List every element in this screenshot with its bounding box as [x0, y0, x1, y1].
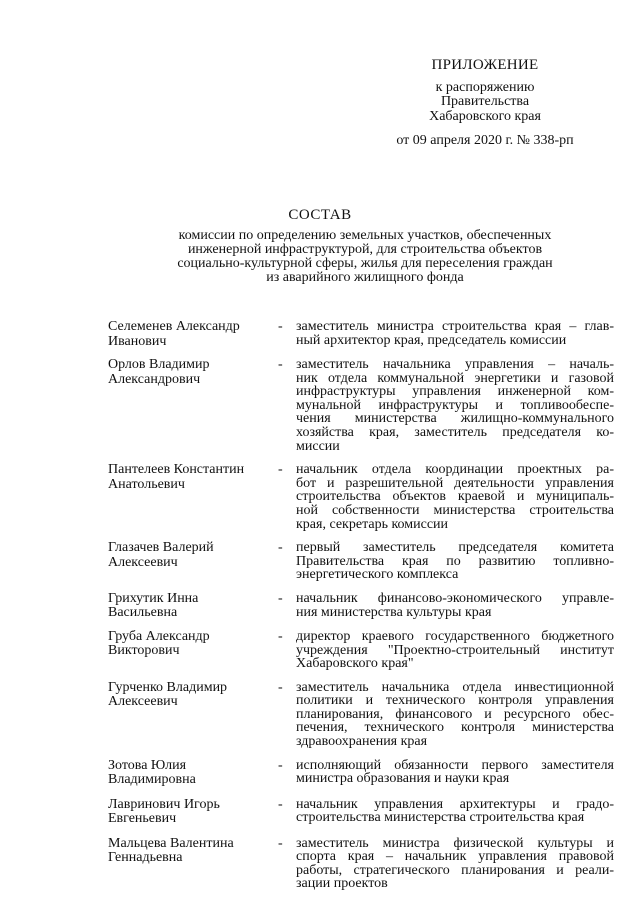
appendix-line-1: к распоряжению [435, 79, 535, 95]
subtitle-line: комиссии по определению земельных участков, обеспеченных [178, 228, 552, 243]
member-name-line: Орлов Владимир [108, 357, 210, 372]
member-row [108, 541, 614, 582]
member-row [108, 320, 614, 349]
member-separator: - [278, 679, 283, 695]
member-position [296, 541, 614, 582]
member-position-line: миссии [296, 438, 340, 454]
appendix-line-2: Правительства [440, 94, 530, 109]
member-position-line: директор краевого государственного бюджетного [296, 629, 614, 644]
member-position-line: работы, стратегического планирования и реали- [296, 863, 614, 878]
member-position [296, 837, 614, 891]
member-position-line: спорта края – начальник управления правовой [296, 850, 614, 864]
subtitle-line: социально-культурной сферы, жилья для переселения граждан [177, 256, 553, 271]
member-position [296, 759, 614, 786]
member-separator: - [278, 319, 283, 334]
appendix-date: от 09 апреля 2020 г. № 338-рп [396, 133, 574, 148]
member-position-line: начальник управления архитектуры и градо- [296, 797, 614, 812]
appendix-line-3: Хабаровского края [429, 108, 541, 124]
member-position-line: ник отдела коммунальной энергетики и газовой [296, 371, 614, 386]
member-position-line: зации проектов [296, 876, 388, 892]
member-row [108, 592, 614, 621]
member-name [108, 681, 278, 710]
member-position-line: инфраструктуры управления инженерной ком- [296, 385, 614, 399]
member-separator: - [278, 628, 283, 644]
member-position-line: края, секретарь комиссии [296, 516, 449, 532]
member-separator: - [278, 540, 283, 556]
member-name-line: Глазачев Валерий [108, 540, 214, 556]
member-position-line: энергетического комплекса [296, 567, 459, 583]
document-title: СОСТАВ [288, 207, 352, 223]
member-name [108, 837, 278, 866]
member-name [108, 759, 278, 788]
member-position-line: начальник отдела координации проектных ра- [296, 463, 614, 477]
member-name-line: Груба Александр [108, 628, 210, 644]
member-position-line: ной собственности министерства строительства [296, 503, 614, 518]
member-name-line: Евгеньевич [108, 811, 177, 827]
member-row [108, 358, 614, 453]
member-name-line: Иванович [108, 333, 167, 349]
member-position-line: чения министерства жилищно-коммунального [296, 412, 614, 426]
member-name-line: Лавринович Игорь [108, 796, 220, 812]
member-position-line: учреждения "Проектно-строительный институт [296, 643, 614, 658]
member-position-line: планирования, финансового и ресурсного обес- [296, 707, 614, 722]
member-name-line: Анатольевич [108, 476, 185, 492]
appendix-title: ПРИЛОЖЕНИЕ [431, 57, 539, 73]
member-position [296, 798, 614, 825]
member-position-line: ный архитектор края, председатель комиссии [296, 332, 567, 348]
member-position [296, 592, 614, 619]
member-position-line: строительства объектов краевой и муниципаль- [296, 490, 614, 504]
member-separator: - [278, 357, 283, 372]
member-position [296, 358, 614, 453]
member-position [296, 630, 614, 671]
member-position-line: исполняющий обязанности первого заместителя [296, 758, 614, 773]
member-position-line: заместитель начальника управления – началь- [296, 358, 614, 372]
member-name-line: Алексеевич [108, 694, 178, 710]
member-name-line: Селеменев Александр [108, 319, 240, 334]
member-position-line: заместитель начальника отдела инвестиционной [296, 680, 614, 695]
member-row [108, 759, 614, 788]
member-name [108, 592, 278, 621]
appendix-block [360, 58, 610, 149]
member-position-line: строительства министерства строительства края [296, 810, 585, 826]
members-list [108, 320, 614, 891]
member-row [108, 681, 614, 749]
member-position-line: первый заместитель председателя комитета [296, 541, 614, 555]
member-name-line: Пантелеев Константин [108, 462, 245, 478]
member-name [108, 630, 278, 659]
member-position-line: хозяйства края, заместитель председателя ко- [296, 425, 614, 440]
member-position-line: заместитель министра физической культуры и [296, 836, 614, 851]
member-separator: - [278, 590, 283, 606]
member-name-line: Викторович [108, 643, 180, 659]
member-row [108, 798, 614, 827]
member-name [108, 463, 278, 492]
member-position-line: ния министерства культуры края [296, 604, 492, 620]
member-position-line: печения, технического контроля министерства [296, 721, 614, 736]
member-position-line: Правительства края по развитию топливно- [296, 554, 614, 569]
member-name-line: Александрович [108, 371, 201, 387]
member-position-line: здравоохранения края [296, 734, 428, 750]
member-position [296, 320, 614, 347]
member-row [108, 837, 614, 891]
member-position-line: политики и технического контроля управления [296, 694, 614, 708]
subtitle-line: инженерной инфраструктурой, для строительства объектов [187, 242, 543, 257]
member-separator: - [278, 462, 283, 478]
member-row [108, 463, 614, 531]
member-name [108, 541, 278, 570]
subtitle-line: из аварийного жилищного фонда [266, 270, 464, 285]
member-position-line: мунальной инфраструктуры и топливообеспе- [296, 398, 614, 413]
member-position [296, 463, 614, 531]
member-row [108, 630, 614, 671]
member-name [108, 358, 278, 387]
member-position-line: Хабаровского края" [296, 656, 414, 672]
member-position [296, 681, 614, 749]
member-separator: - [278, 757, 283, 773]
member-position-line: начальник финансово-экономического управле- [296, 591, 614, 606]
member-separator: - [278, 835, 283, 851]
member-name [108, 798, 278, 827]
member-position-line: бот и разрешительной деятельности управления [296, 476, 614, 491]
member-name-line: Зотова Юлия [108, 757, 187, 773]
member-name-line: Гурченко Владимир [108, 679, 228, 695]
member-name [108, 320, 278, 349]
member-name-line: Геннадьевна [108, 850, 183, 866]
member-separator: - [278, 796, 283, 812]
member-name-line: Мальцева Валентина [108, 835, 234, 851]
member-name-line: Алексеевич [108, 554, 178, 570]
member-position-line: министра образования и науки края [296, 771, 510, 787]
document-subtitle [130, 229, 600, 285]
member-position-line: заместитель министра строительства края – глав- [296, 320, 614, 334]
member-name-line: Владимировна [108, 772, 196, 788]
member-name-line: Грихутик Инна [108, 590, 199, 606]
member-name-line: Васильевна [108, 605, 178, 621]
